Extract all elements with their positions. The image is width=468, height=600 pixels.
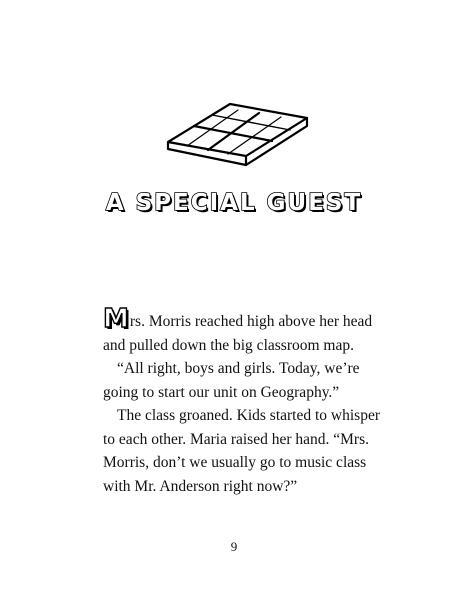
- chocolate-bar-icon: [160, 98, 310, 168]
- paragraph-3: The class groaned. Kids started to whisper to each other. Maria raised her hand. “Mrs. Morris, don’t we usually go to music class with Mr. Anderson right now?”: [103, 407, 381, 495]
- paragraph-2: “All right, boys and girls. Today, we’re going to start our unit on Geography.”: [103, 360, 360, 401]
- story-text: [103, 304, 393, 498]
- drop-cap: M: [103, 304, 129, 334]
- page-number: 9: [230, 539, 238, 554]
- chapter-title: A SPECIAL GUEST: [105, 190, 363, 216]
- paragraph-1-text: rs. Morris reached high above her head and pulled down the big classroom map.: [103, 313, 373, 354]
- paragraph-1: [103, 304, 393, 357]
